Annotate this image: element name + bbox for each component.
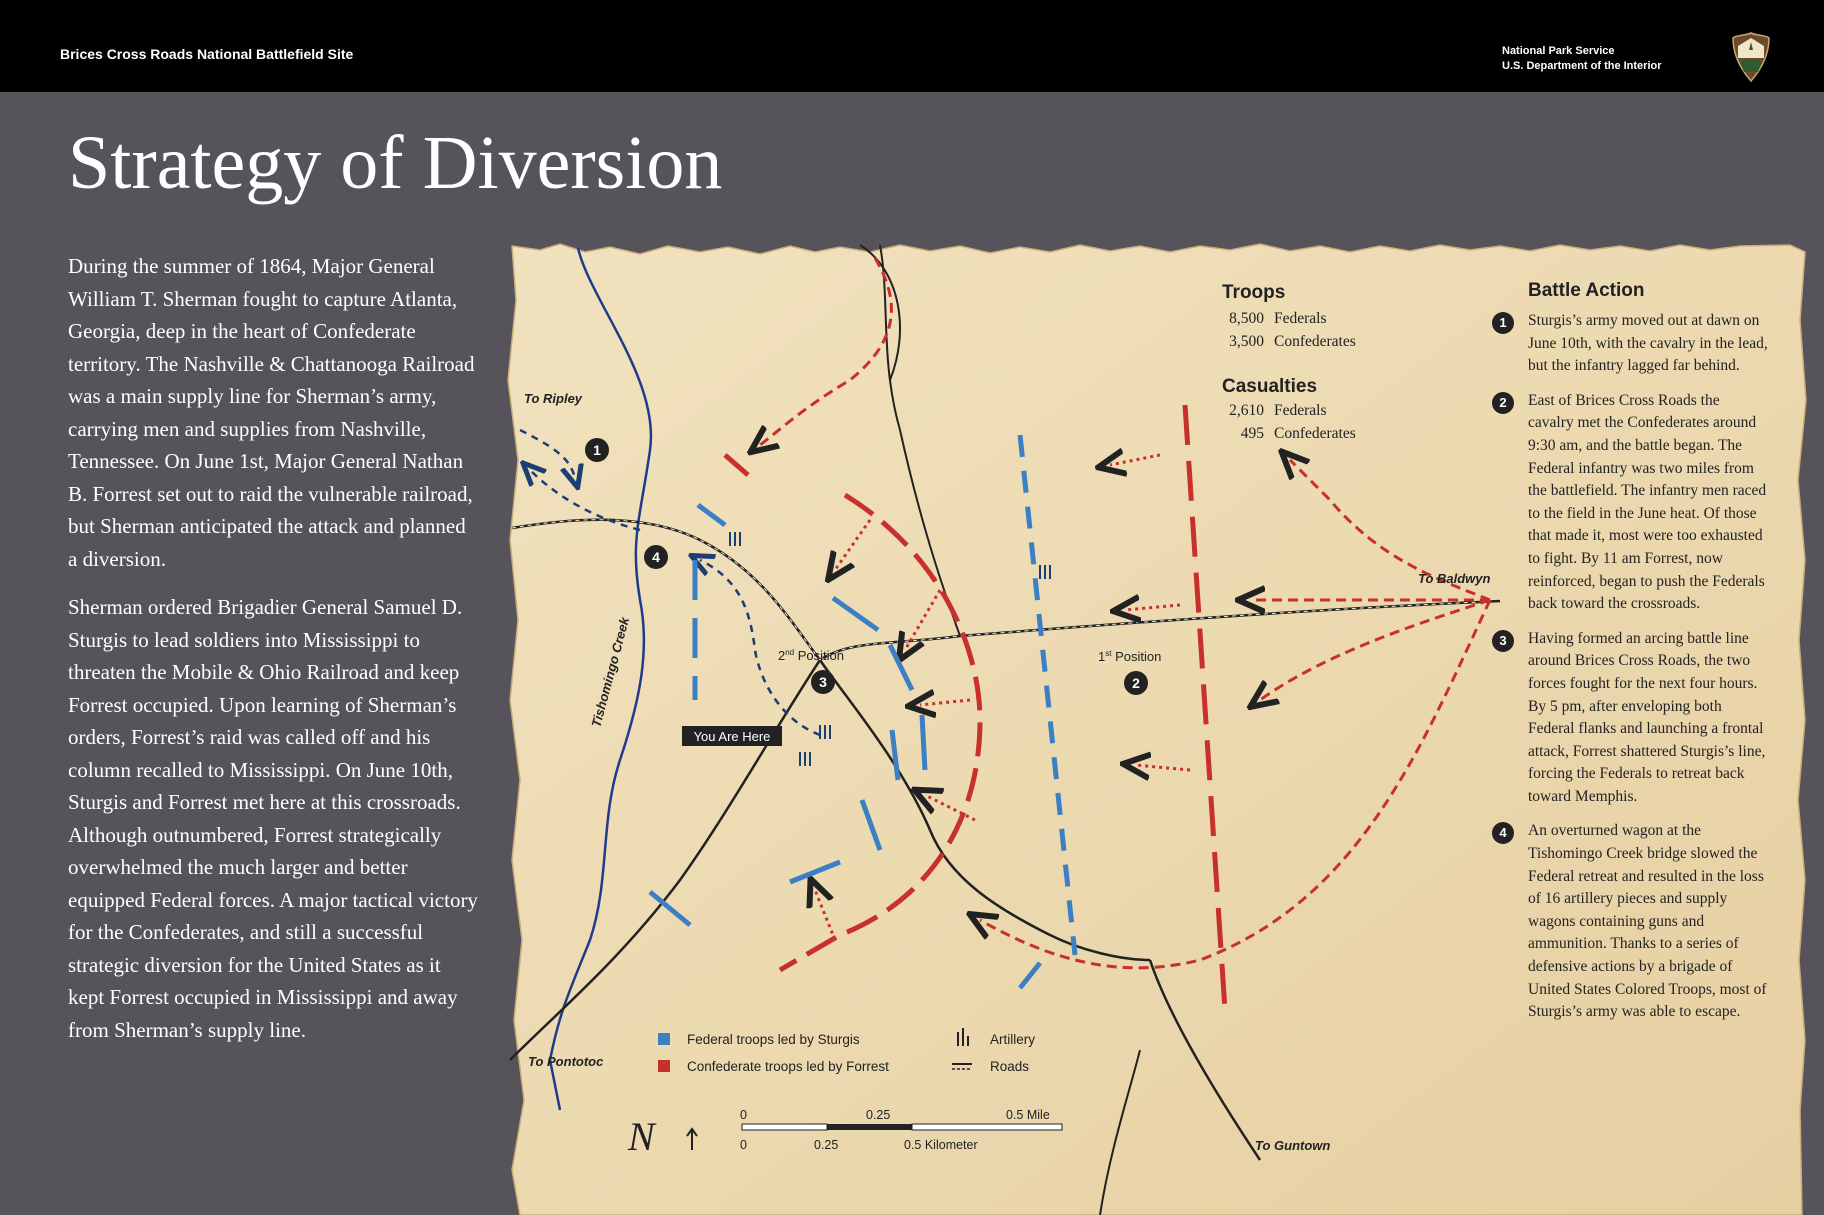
battle-action-text: Having formed an arcing battle line around Brices Cross Roads, the two forces fought for the next four hours. By 5 pm, after enveloping both Federal flanks and launching a frontal attack, Forrest shattered Sturgis’s line, forcing the Federals to retreat back toward Memphis. (1528, 629, 1766, 805)
battle-action-number: 2 (1492, 392, 1514, 414)
svg-text:Roads: Roads (990, 1059, 1030, 1074)
marker-3 (811, 670, 835, 694)
agency-line-2: U.S. Department of the Interior (1502, 60, 1662, 72)
svg-text:You Are Here: You Are Here (693, 729, 771, 744)
you-are-here-marker (682, 726, 782, 746)
svg-text:4: 4 (652, 549, 660, 565)
svg-text:3,500: 3,500 (1229, 333, 1264, 350)
svg-text:0.25: 0.25 (814, 1138, 839, 1152)
label-to-baldwyn: To Baldwyn (1418, 571, 1491, 586)
svg-text:Confederates: Confederates (1274, 333, 1356, 350)
svg-text:0: 0 (740, 1138, 747, 1152)
svg-text:N: N (628, 1114, 655, 1159)
marker-1 (585, 438, 609, 462)
battle-action-text: East of Brices Cross Roads the cavalry met the Confederates around 9:30 am, and the battle began. The Federal infantry was two miles from the battlefield. The infantry men raced to the field in the June heat. Of those that made it, most were too exhausted to fight. By 11 am Forrest, now reinforced, began to push the Federals back toward the crossroads. (1528, 391, 1767, 613)
paragraph-1: During the summer of 1864, Major General William T. Sherman fought to capture Atlanta, Georgia, deep in the heart of Confederate territory. The Nashville & Chattanooga Railroad was a main supply line for Sherman’s army, carrying men and supplies from Nashville, Tennessee. On June 1st, Major General Nathan B. Forrest set out to raid the vulnerable railroad, but Sherman anticipated the attack and planned a diversion. (68, 254, 475, 571)
svg-text:3: 3 (819, 674, 827, 690)
paragraph-2: Sherman ordered Brigadier General Samuel D. Sturgis to lead soldiers into Mississippi to threaten the Mobile & Ohio Railroad and keep Forrest occupied. Upon learning of Sherman’s orders, Forrest’s raid was called off and his column recalled to Mississippi. On June 10th, Sturgis and Forrest met here at this crossroads. Although outnumbered, Forrest strategically overwhelmed the much larger and better equipped Federal forces. A major tactical victory for the Confederates, and still a successful strategic diversion for the United States as it kept Forrest occupied in Mississippi and away from Sherman’s supply line. (68, 595, 478, 1042)
svg-text:0.25: 0.25 (866, 1108, 891, 1122)
label-creek: Tishomingo Creek (588, 615, 633, 729)
svg-text:1st Position: 1st Position (1098, 649, 1162, 664)
label-to-pontotoc: To Pontotoc (528, 1054, 604, 1069)
svg-text:Federals: Federals (1274, 310, 1327, 327)
svg-text:0: 0 (740, 1108, 747, 1122)
arrowhead-icon (1732, 32, 1770, 82)
body-text (68, 250, 478, 1062)
svg-text:Troops: Troops (1222, 282, 1286, 303)
svg-text:2: 2 (1132, 675, 1140, 691)
battle-action-item (1488, 390, 1768, 616)
svg-text:Federal troops led by Sturgis: Federal troops led by Sturgis (687, 1032, 860, 1047)
svg-text:Confederates: Confederates (1274, 425, 1356, 442)
battle-action-panel (1488, 280, 1768, 1036)
label-to-guntown: To Guntown (1255, 1138, 1331, 1153)
svg-text:Artillery: Artillery (990, 1032, 1036, 1047)
battle-action-item (1488, 310, 1768, 378)
svg-text:495: 495 (1240, 425, 1264, 442)
battle-action-text: Sturgis’s army moved out at dawn on June 10th, with the cavalry in the lead, but the infantry lagged far behind. (1528, 312, 1768, 375)
agency-block (1502, 44, 1662, 74)
agency-line-1: National Park Service (1502, 45, 1615, 57)
header-bar (0, 0, 1824, 92)
svg-text:0.5 Mile: 0.5 Mile (1006, 1108, 1050, 1122)
battle-action-item (1488, 628, 1768, 809)
svg-text:2nd Position: 2nd Position (778, 648, 845, 663)
svg-text:2,610: 2,610 (1229, 402, 1264, 419)
battle-action-number: 1 (1492, 312, 1514, 334)
site-name: Brices Cross Roads National Battlefield Site (60, 46, 354, 62)
page-title: Strategy of Diversion (68, 121, 723, 205)
battle-action-heading: Battle Action (1528, 280, 1645, 301)
svg-text:Confederate troops led by Forr: Confederate troops led by Forrest (687, 1059, 889, 1074)
label-to-ripley: To Ripley (524, 391, 583, 406)
marker-4 (644, 545, 668, 569)
svg-text:Casualties: Casualties (1222, 376, 1318, 397)
battle-action-text: An overturned wagon at the Tishomingo Creek bridge slowed the Federal retreat and resulted in the loss of 16 artillery pieces and supply wagons containing guns and ammunition. Thanks to a series of defensive actions by a brigade of United States Colored Troops, most of Sturgis’s army was able to escape. (1528, 822, 1767, 1021)
battle-action-number: 3 (1492, 630, 1514, 652)
svg-text:Federals: Federals (1274, 402, 1327, 419)
svg-text:0.5 Kilometer: 0.5 Kilometer (904, 1138, 978, 1152)
marker-2 (1124, 671, 1148, 695)
svg-text:1: 1 (593, 442, 601, 458)
battle-action-number: 4 (1492, 822, 1514, 844)
svg-text:8,500: 8,500 (1229, 310, 1264, 327)
battle-action-item (1488, 820, 1768, 1023)
